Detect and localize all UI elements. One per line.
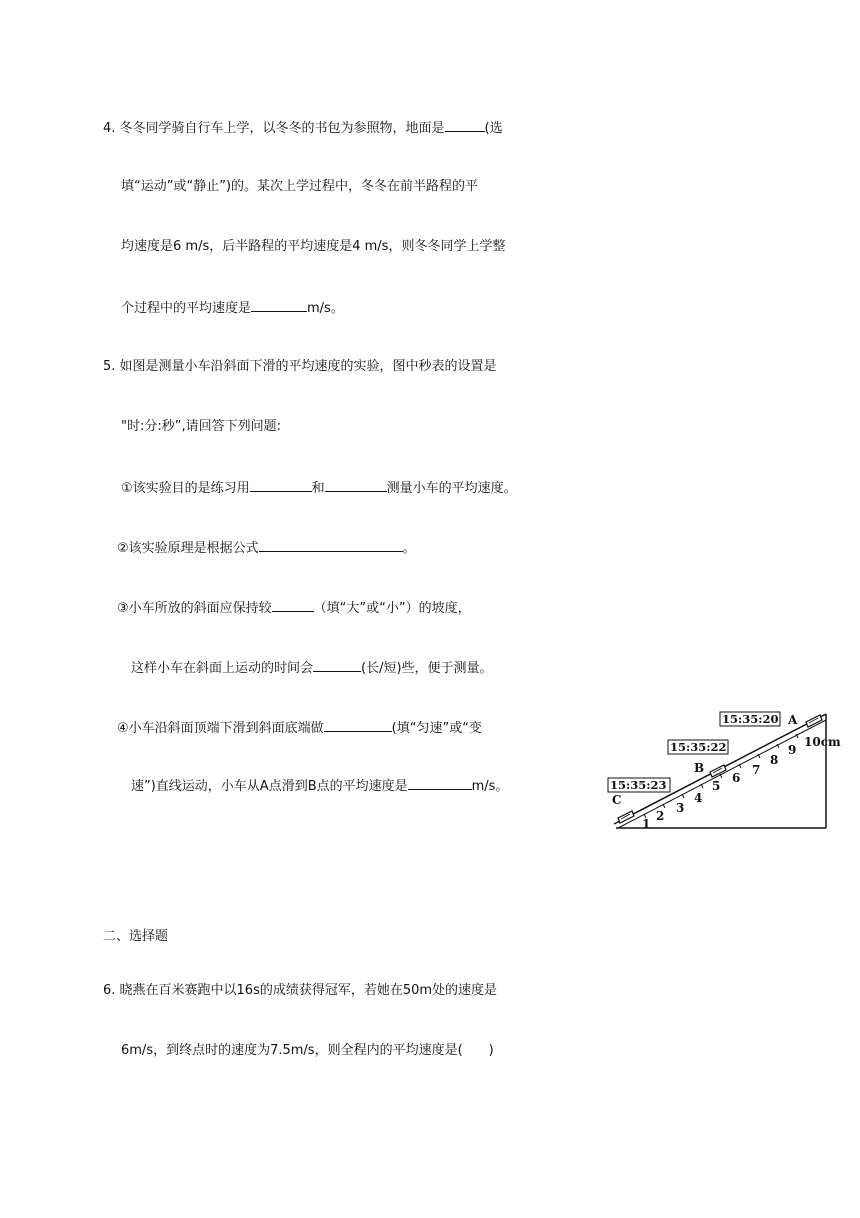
answer-blank[interactable] [325, 478, 387, 492]
scale-mark: 8 [770, 753, 779, 767]
answer-blank[interactable] [272, 598, 314, 612]
scale-mark: 3 [676, 801, 685, 815]
q5-text: m/s。 [471, 779, 509, 794]
q5-text: 测量小车的平均速度。 [386, 481, 517, 496]
q6-line-1: 6. 晓燕在百米赛跑中以16s的成绩获得冠军，若她在50m处的速度是 [103, 983, 498, 998]
q5-sub-2 [117, 538, 416, 558]
answer-blank[interactable] [313, 658, 361, 672]
section-heading: 二、选择题 [103, 929, 169, 944]
point-c-label: C [612, 793, 622, 807]
point-a-label: A [788, 713, 798, 727]
q4-text: m/s。 [307, 301, 344, 316]
scale-mark: 6 [732, 771, 741, 785]
q4-line-2: 填“运动”或“静止”)的。某次上学过程中，冬冬在前半路程的平 [121, 179, 479, 194]
answer-blank[interactable] [408, 776, 472, 790]
answer-blank[interactable] [324, 718, 392, 732]
stopwatch-b-time: 15:35:22 [670, 740, 727, 754]
car-at-b [710, 765, 726, 777]
q5-sub-4b [131, 776, 508, 796]
incline-figure [606, 708, 842, 834]
scale-mark: 9 [788, 743, 797, 757]
q5-text: ②该实验原理是根据公式 [117, 541, 259, 556]
q5-text: （填“大”或“小”）的坡度， [313, 601, 471, 616]
q4-line-3: 均速度是6 m/s，后半路程的平均速度是4 m/s，则冬冬同学上学整 [121, 239, 506, 254]
q4-line-1 [103, 118, 503, 138]
q5-text: (长/短)些，便于测量。 [361, 661, 493, 676]
q5-text: ④小车沿斜面顶端下滑到斜面底端做 [117, 721, 324, 736]
q5-sub-3 [117, 598, 471, 618]
q4-text: (选 [484, 121, 503, 136]
q5-text: ③小车所放的斜面应保持较 [117, 601, 272, 616]
unit-mark: 10cm [804, 735, 841, 749]
q5-text: 这样小车在斜面上运动的时间会 [131, 661, 314, 676]
incline-diagram [606, 708, 842, 834]
q6-line-2 [121, 1042, 494, 1060]
answer-blank[interactable] [251, 298, 307, 312]
answer-blank[interactable] [250, 478, 312, 492]
answer-blank[interactable] [445, 118, 485, 132]
q6-text: ) [488, 1043, 494, 1058]
stopwatch-a-time: 15:35:20 [722, 712, 779, 726]
scale-mark: 2 [656, 809, 665, 823]
scale-mark: 5 [712, 779, 721, 793]
point-b-label: B [694, 761, 705, 775]
q4-text: 4. 冬冬同学骑自行车上学，以冬冬的书包为参照物，地面是 [103, 121, 445, 136]
incline-slope-inner [618, 720, 826, 828]
q5-sub-4 [117, 718, 482, 738]
stopwatch-c-time: 15:35:23 [610, 778, 667, 792]
q5-text: 。 [402, 541, 416, 556]
scale-mark: 1 [642, 817, 651, 831]
q5-line-1: 5. 如图是测量小车沿斜面下滑的平均速度的实验，图中秒表的设置是 [103, 359, 497, 374]
scale-mark: 4 [694, 791, 703, 805]
q5-text: (填“匀速”或“变 [391, 721, 482, 736]
q4-text: 个过程中的平均速度是 [121, 301, 252, 316]
q5-text: 和 [311, 481, 325, 496]
q5-sub-1 [121, 478, 517, 498]
q5-text: ①该实验目的是练习用 [121, 481, 250, 496]
scale-mark: 7 [752, 763, 761, 777]
answer-blank[interactable] [259, 538, 403, 552]
q5-line-2: "时:分:秒”,请回答下列问题: [121, 419, 281, 434]
q6-text: 6m/s，到终点时的速度为7.5m/s，则全程内的平均速度是( [121, 1043, 463, 1058]
q5-sub-3b [131, 658, 493, 678]
car-at-a [806, 715, 822, 727]
q4-line-4 [121, 298, 344, 318]
q5-text: 速”)直线运动，小车从A点滑到B点的平均速度是 [131, 779, 408, 794]
